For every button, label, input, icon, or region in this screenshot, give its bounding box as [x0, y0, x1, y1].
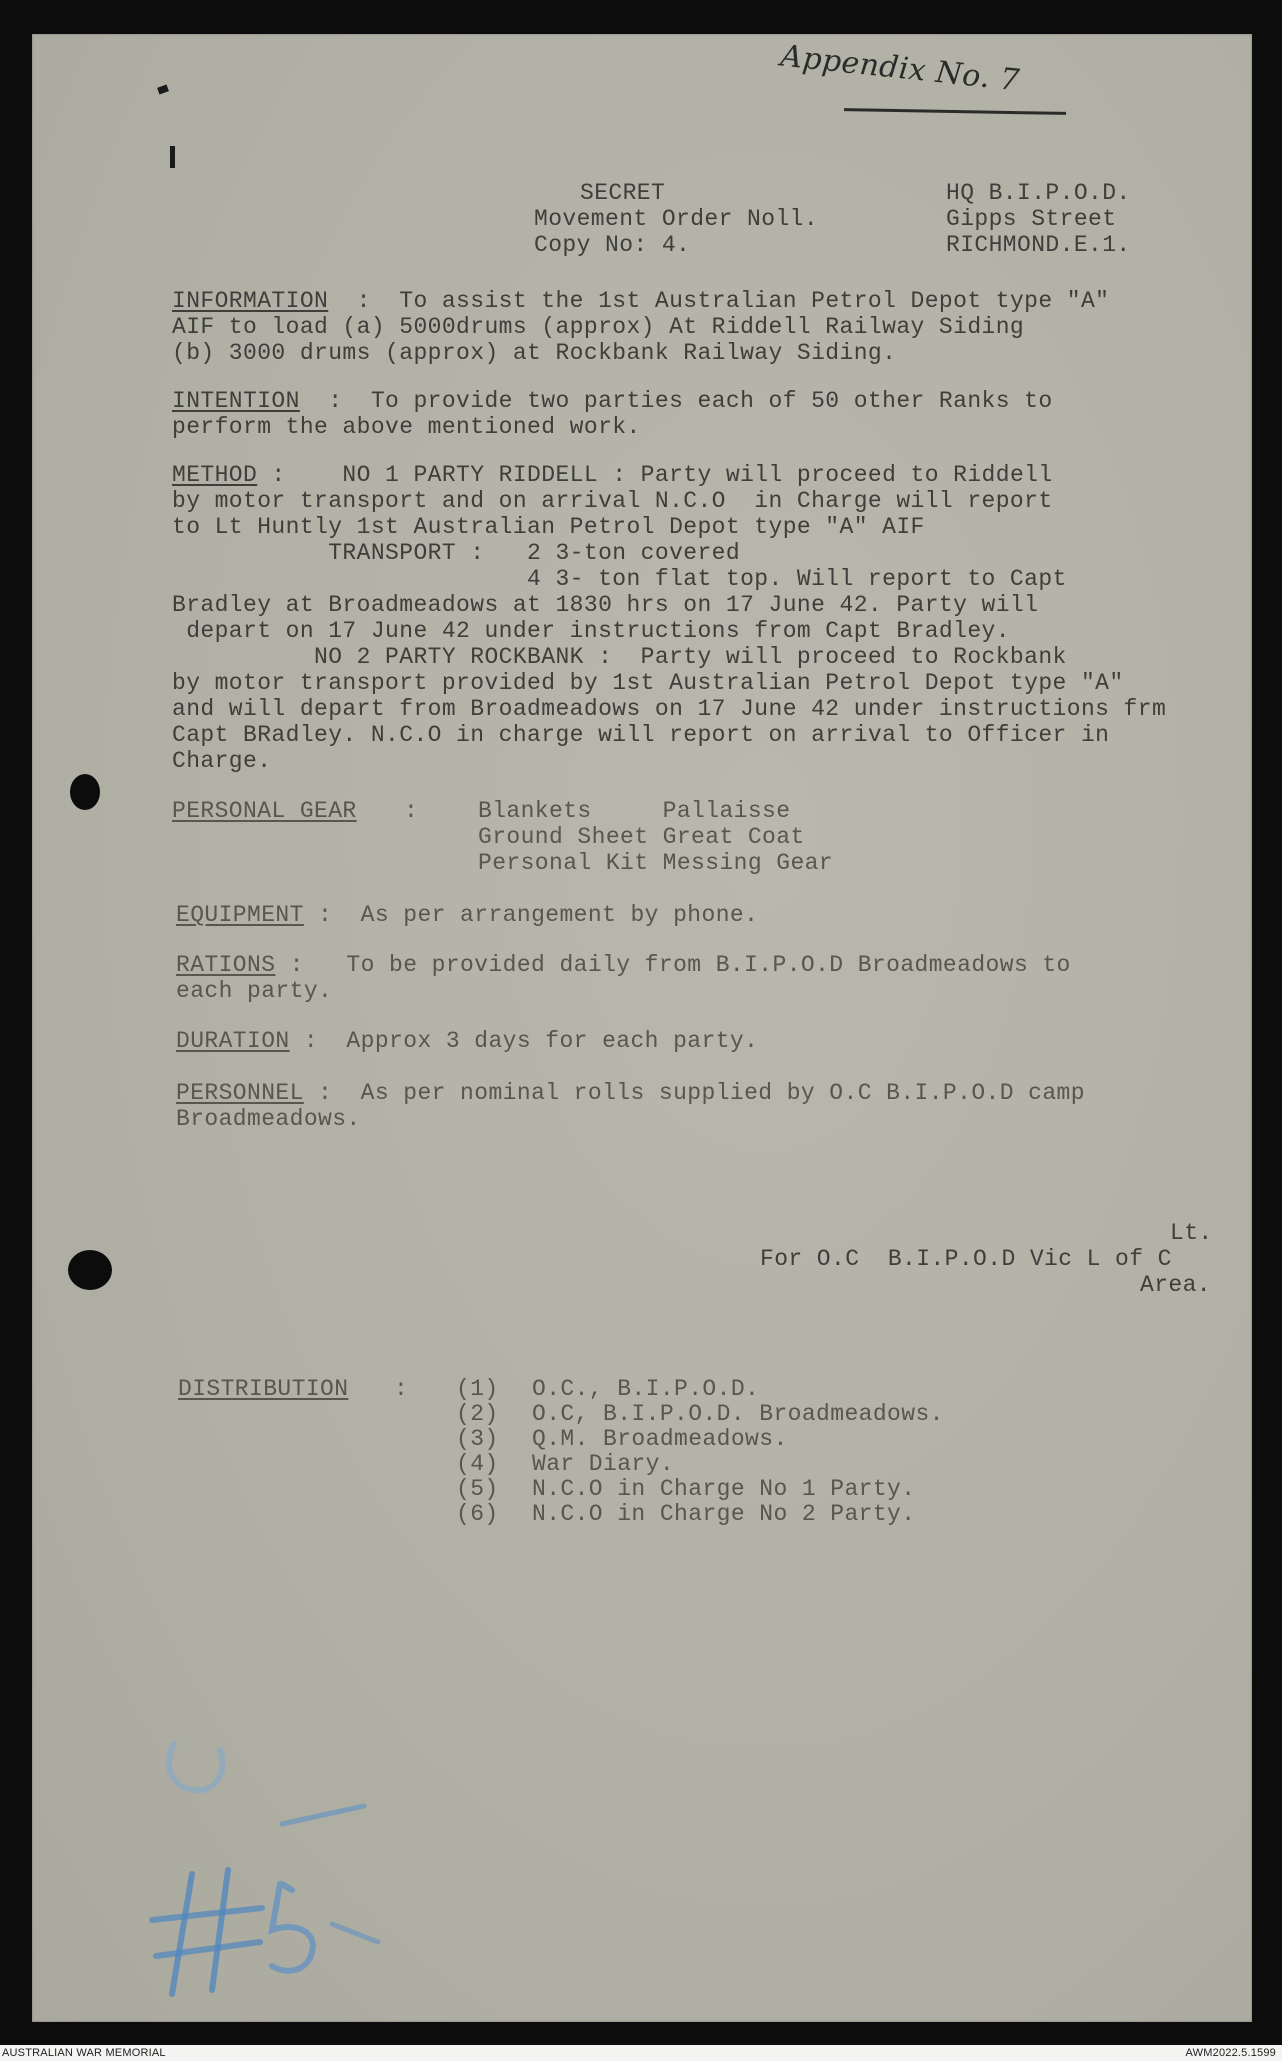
crayon-slash-stroke [332, 1924, 378, 1942]
personal-gear-separator: : [404, 798, 419, 824]
method-text: : NO 1 PARTY RIDDELL : Party will proceed to Riddell [257, 462, 1053, 488]
punch-hole-lower [68, 1250, 112, 1290]
personnel-line-1 [176, 1080, 1085, 1106]
duration-text: : Approx 3 days for each party. [289, 1028, 759, 1054]
information-line-3: (b) 3000 drums (approx) at Rockbank Railway Siding. [172, 340, 897, 366]
rations-line-2: each party. [176, 978, 333, 1004]
equipment-line [176, 902, 758, 928]
secret-marking: SECRET [580, 180, 666, 206]
distribution-item-2: O.C, B.I.P.O.D. Broadmeadows. [532, 1401, 944, 1427]
copy-number: Copy No: 4. [534, 232, 691, 258]
intention-label: INTENTION [172, 388, 300, 414]
distribution-item-4: War Diary. [532, 1451, 675, 1477]
signature-for-line: For O.C B.I.P.O.D Vic L of C [760, 1246, 1172, 1272]
distribution-num-2: (2) [456, 1401, 499, 1427]
method-line-5: 4 3- ton flat top. Will report to Capt [172, 566, 1067, 592]
crayon-hash-stroke [156, 1942, 260, 1956]
intention-text: : To provide two parties each of 50 other Ranks to [299, 388, 1053, 414]
duration-label: DURATION [176, 1028, 290, 1054]
distribution-num-1: (1) [456, 1376, 499, 1402]
method-line-12: Charge. [172, 748, 272, 774]
hq-address-line-2: Gipps Street [946, 206, 1117, 232]
appendix-annotation: Appendix No. 7 [778, 38, 1022, 99]
punch-hole-upper [70, 774, 100, 810]
crayon-five-stroke [272, 1884, 313, 1971]
method-line-1 [172, 462, 1053, 488]
personal-gear-line-2: Ground Sheet Great Coat [478, 824, 805, 850]
document-page [32, 34, 1252, 2022]
information-text: : To assist the 1st Australian Petrol Depot type "A" [328, 288, 1110, 314]
distribution-label: DISTRIBUTION [178, 1376, 349, 1402]
method-line-10: and will depart from Broadmeadows on 17 June 42 under instructions frm [172, 696, 1167, 722]
blue-crayon-marks [132, 1694, 392, 2034]
distribution-item-6: N.C.O in Charge No 2 Party. [532, 1501, 916, 1527]
method-line-11: Capt BRadley. N.C.O in charge will report on arrival to Officer in [172, 722, 1110, 748]
crayon-hash-stroke [152, 1908, 262, 1920]
archive-credit: AUSTRALIAN WAR MEMORIAL [2, 2047, 166, 2059]
method-label: METHOD [172, 462, 258, 488]
signature-rank: Lt. [1170, 1220, 1213, 1246]
distribution-num-4: (4) [456, 1451, 499, 1477]
distribution-num-3: (3) [456, 1426, 499, 1452]
intention-line-1 [172, 388, 1053, 414]
rations-text: : To be provided daily from B.I.P.O.D Broadmeadows to [275, 952, 1071, 978]
distribution-item-5: N.C.O in Charge No 1 Party. [532, 1476, 916, 1502]
intention-line-2: perform the above mentioned work. [172, 414, 641, 440]
equipment-label: EQUIPMENT [176, 902, 304, 928]
hq-address-line-3: RICHMOND.E.1. [946, 232, 1131, 258]
movement-order-title: Movement Order Noll. [534, 206, 819, 232]
distribution-num-5: (5) [456, 1476, 499, 1502]
personnel-line-2: Broadmeadows. [176, 1106, 361, 1132]
information-label: INFORMATION [172, 288, 329, 314]
method-line-3: to Lt Huntly 1st Australian Petrol Depot type "A" AIF [172, 514, 925, 540]
crayon-hash-stroke [172, 1874, 192, 1994]
distribution-num-6: (6) [456, 1501, 499, 1527]
personnel-label: PERSONNEL [176, 1080, 304, 1106]
crayon-u-mark [169, 1744, 223, 1790]
duration-line [176, 1028, 758, 1054]
distribution-separator: : [394, 1376, 409, 1402]
method-line-2: by motor transport and on arrival N.C.O in Charge will report [172, 488, 1053, 514]
method-line-6: Bradley at Broadmeadows at 1830 hrs on 17 June 42. Party will [172, 592, 1039, 618]
rations-line-1 [176, 952, 1071, 978]
rations-label: RATIONS [176, 952, 276, 978]
crayon-hash-stroke [212, 1870, 228, 1990]
ink-fleck [157, 85, 169, 95]
personal-gear-line-3: Personal Kit Messing Gear [478, 850, 834, 876]
information-line-2: AIF to load (a) 5000drums (approx) At Riddell Railway Siding [172, 314, 1025, 340]
signature-area: Area. [1140, 1272, 1212, 1298]
distribution-item-3: Q.M. Broadmeadows. [532, 1426, 788, 1452]
archive-reference: AWM2022.5.1599 [1185, 2047, 1276, 2059]
method-line-9: by motor transport provided by 1st Australian Petrol Depot type "A" [172, 670, 1124, 696]
personnel-text: : As per nominal rolls supplied by O.C B.I.P.O.D camp [303, 1080, 1085, 1106]
equipment-text: : As per arrangement by phone. [303, 902, 759, 928]
method-line-8: NO 2 PARTY ROCKBANK : Party will proceed to Rockbank [172, 644, 1067, 670]
distribution-item-1: O.C., B.I.P.O.D. [532, 1376, 760, 1402]
crayon-slash-stroke [282, 1806, 364, 1824]
hq-address-line-1: HQ B.I.P.O.D. [946, 180, 1131, 206]
ink-fleck [170, 146, 175, 168]
personal-gear-line-1: Blankets Pallaisse [478, 798, 791, 824]
annotation-underline [844, 108, 1066, 115]
method-line-4: TRANSPORT : 2 3-ton covered [172, 540, 741, 566]
information-line-1 [172, 288, 1109, 314]
personal-gear-label: PERSONAL GEAR [172, 798, 357, 824]
method-line-7: depart on 17 June 42 under instructions from Capt Bradley. [172, 618, 1010, 644]
